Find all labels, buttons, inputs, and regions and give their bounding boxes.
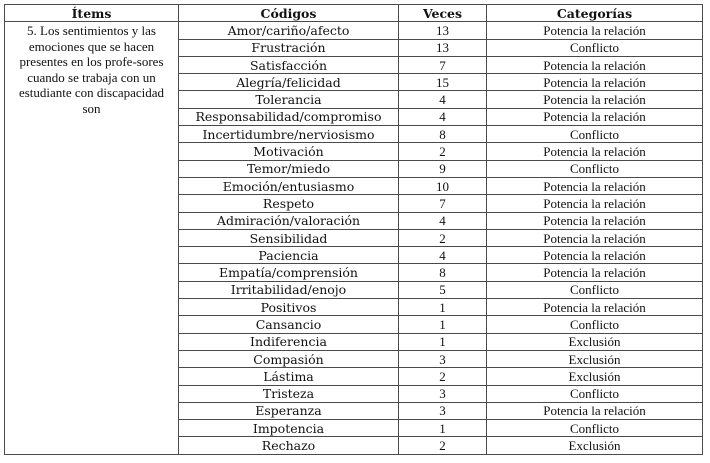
header-codes: Códigos xyxy=(179,5,399,22)
code-cell: Irritabilidad/enojo xyxy=(179,281,399,298)
table-body xyxy=(5,22,703,454)
category-cell: Potencia la relación xyxy=(487,108,703,125)
times-cell: 15 xyxy=(399,74,487,91)
category-cell: Conflicto xyxy=(487,281,703,298)
code-cell: Amor/cariño/afecto xyxy=(179,22,399,39)
times-cell: 8 xyxy=(399,126,487,143)
code-cell: Tolerancia xyxy=(179,91,399,108)
category-cell: Exclusión xyxy=(487,333,703,350)
times-cell: 2 xyxy=(399,229,487,246)
category-cell: Conflicto xyxy=(487,126,703,143)
code-cell: Rechazo xyxy=(179,437,399,454)
times-cell: 3 xyxy=(399,402,487,419)
category-cell: Conflicto xyxy=(487,420,703,437)
code-cell: Admiración/valoración xyxy=(179,212,399,229)
times-cell: 4 xyxy=(399,247,487,264)
header-row xyxy=(5,5,703,22)
category-cell: Conflicto xyxy=(487,385,703,402)
category-cell: Potencia la relación xyxy=(487,22,703,39)
times-cell: 8 xyxy=(399,264,487,281)
code-cell: Motivación xyxy=(179,143,399,160)
category-cell: Potencia la relación xyxy=(487,91,703,108)
code-cell: Lástima xyxy=(179,368,399,385)
times-cell: 1 xyxy=(399,420,487,437)
category-cell: Potencia la relación xyxy=(487,143,703,160)
code-cell: Incertidumbre/nerviosismo xyxy=(179,126,399,143)
code-cell: Indiferencia xyxy=(179,333,399,350)
category-cell: Potencia la relación xyxy=(487,212,703,229)
times-cell: 7 xyxy=(399,195,487,212)
times-cell: 1 xyxy=(399,316,487,333)
times-cell: 2 xyxy=(399,143,487,160)
times-cell: 4 xyxy=(399,212,487,229)
times-cell: 2 xyxy=(399,437,487,454)
emotions-table xyxy=(4,4,703,455)
code-cell: Cansancio xyxy=(179,316,399,333)
code-cell: Emoción/entusiasmo xyxy=(179,177,399,194)
category-cell: Potencia la relación xyxy=(487,177,703,194)
category-cell: Exclusión xyxy=(487,368,703,385)
code-cell: Satisfacción xyxy=(179,56,399,73)
code-cell: Tristeza xyxy=(179,385,399,402)
code-cell: Impotencia xyxy=(179,420,399,437)
times-cell: 10 xyxy=(399,177,487,194)
code-cell: Responsabilidad/compromiso xyxy=(179,108,399,125)
table-row xyxy=(5,22,703,39)
times-cell: 13 xyxy=(399,22,487,39)
times-cell: 4 xyxy=(399,108,487,125)
times-cell: 4 xyxy=(399,91,487,108)
category-cell: Potencia la relación xyxy=(487,402,703,419)
code-cell: Paciencia xyxy=(179,247,399,264)
category-cell: Conflicto xyxy=(487,39,703,56)
header-items: Ítems xyxy=(5,5,179,22)
header-times: Veces xyxy=(399,5,487,22)
category-cell: Potencia la relación xyxy=(487,247,703,264)
category-cell: Exclusión xyxy=(487,437,703,454)
item-question-text: 5. Los sentimientos y las emociones que se hacen presentes en los profe-sores cuando se trabaja con un estudiante con discapacidad son xyxy=(18,23,165,116)
category-cell: Potencia la relación xyxy=(487,195,703,212)
times-cell: 3 xyxy=(399,350,487,367)
category-cell: Potencia la relación xyxy=(487,264,703,281)
times-cell: 1 xyxy=(399,299,487,316)
code-cell: Respeto xyxy=(179,195,399,212)
header-categories: Categorías xyxy=(487,5,703,22)
code-cell: Empatía/comprensión xyxy=(179,264,399,281)
code-cell: Temor/miedo xyxy=(179,160,399,177)
times-cell: 1 xyxy=(399,333,487,350)
category-cell: Potencia la relación xyxy=(487,229,703,246)
item-question-cell xyxy=(5,22,179,454)
code-cell: Alegría/felicidad xyxy=(179,74,399,91)
code-cell: Esperanza xyxy=(179,402,399,419)
times-cell: 9 xyxy=(399,160,487,177)
category-cell: Conflicto xyxy=(487,316,703,333)
code-cell: Compasión xyxy=(179,350,399,367)
times-cell: 13 xyxy=(399,39,487,56)
times-cell: 7 xyxy=(399,56,487,73)
category-cell: Exclusión xyxy=(487,350,703,367)
times-cell: 3 xyxy=(399,385,487,402)
code-cell: Sensibilidad xyxy=(179,229,399,246)
times-cell: 5 xyxy=(399,281,487,298)
category-cell: Conflicto xyxy=(487,160,703,177)
times-cell: 2 xyxy=(399,368,487,385)
code-cell: Frustración xyxy=(179,39,399,56)
category-cell: Potencia la relación xyxy=(487,74,703,91)
category-cell: Potencia la relación xyxy=(487,56,703,73)
category-cell: Potencia la relación xyxy=(487,299,703,316)
code-cell: Positivos xyxy=(179,299,399,316)
